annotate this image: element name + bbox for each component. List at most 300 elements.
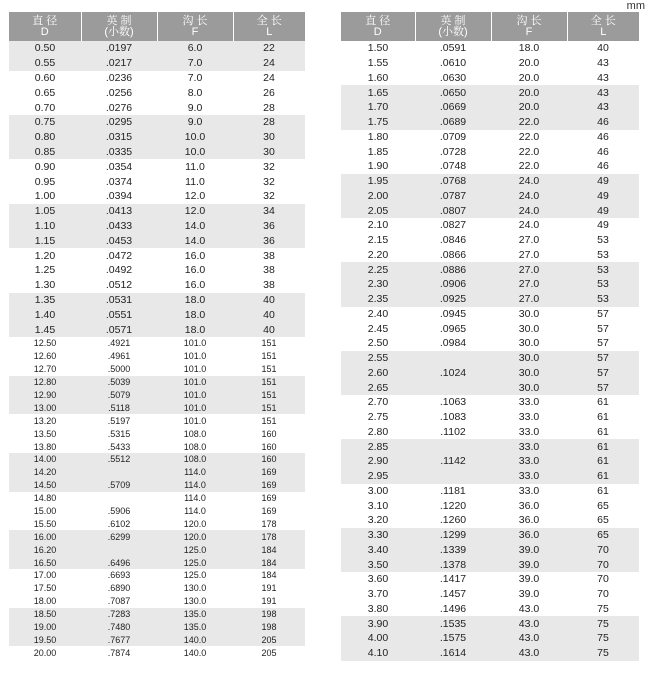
table-row (9, 293, 305, 308)
cell-flute-length: 108.0 (183, 441, 207, 452)
cell-inch-decimal: .1220 (439, 499, 467, 512)
cell-flute-length: 43.0 (518, 602, 540, 615)
cell-diameter: 4.00 (341, 631, 415, 646)
table-row (341, 410, 639, 425)
cell-inch-decimal: .0709 (439, 130, 467, 143)
table-row (341, 71, 639, 86)
cell-flute-length: 101.0 (183, 364, 207, 375)
cell-inch-decimal: .7283 (81, 608, 157, 621)
cell-flute-length: 108.0 (183, 428, 207, 439)
cell-overall-length: 160 (261, 428, 277, 439)
cell-diameter: 0.55 (9, 56, 81, 71)
cell-flute-length: 9.0 (187, 101, 203, 114)
cell-flute-length: 36.0 (491, 528, 567, 543)
table-row (341, 41, 639, 56)
cell-diameter: 13.20 (33, 415, 57, 426)
cell-inch-decimal: .0650 (415, 85, 491, 100)
cell-overall-length: 57 (567, 351, 639, 366)
cell-diameter: 13.50 (33, 428, 57, 439)
cell-diameter: 3.90 (341, 616, 415, 631)
cell-diameter: 2.55 (341, 351, 415, 366)
cell-inch-decimal (415, 380, 491, 395)
cell-flute-length: 10.0 (157, 130, 233, 145)
cell-diameter: 2.00 (341, 189, 415, 204)
cell-inch-decimal: .5433 (107, 441, 131, 452)
cell-flute-length: 27.0 (491, 292, 567, 307)
cell-diameter: 2.85 (341, 439, 415, 454)
cell-flute-length: 39.0 (518, 573, 540, 586)
table-row (341, 336, 639, 351)
cell-flute-length: 20.0 (518, 71, 540, 84)
cell-inch-decimal (81, 492, 157, 505)
cell-inch-decimal: .0886 (415, 262, 491, 277)
cell-inch-decimal: .0413 (81, 204, 157, 219)
table-row (9, 401, 305, 414)
table-row (9, 595, 305, 608)
cell-inch-decimal: .5315 (107, 428, 131, 439)
cell-diameter: 1.10 (9, 219, 81, 234)
cell-inch-decimal: .0610 (439, 57, 467, 70)
cell-inch-decimal: .1063 (439, 396, 467, 409)
cell-diameter: 3.50 (341, 557, 415, 572)
cell-inch-decimal: .1575 (415, 631, 491, 646)
cell-overall-length: 178 (233, 530, 305, 543)
cell-flute-length: 20.0 (491, 85, 567, 100)
table-row (9, 633, 305, 646)
cell-inch-decimal: .1102 (440, 425, 466, 438)
cell-diameter: 2.10 (367, 219, 389, 232)
cell-flute-length: 8.0 (187, 86, 203, 99)
cell-overall-length: 32 (263, 175, 275, 188)
cell-diameter: 2.60 (341, 366, 415, 381)
cell-overall-length: 160 (261, 441, 277, 452)
cell-overall-length: 205 (233, 633, 305, 646)
cell-overall-length: 43 (597, 57, 609, 70)
table-row (9, 389, 305, 402)
cell-flute-length: 24.0 (491, 174, 567, 189)
table-row (9, 159, 305, 174)
table-row (341, 631, 639, 646)
cell-overall-length: 184 (233, 543, 305, 556)
cell-diameter: 1.95 (341, 174, 415, 189)
cell-inch-decimal: .0630 (439, 71, 467, 84)
cell-flute-length: 36.0 (518, 499, 540, 512)
cell-diameter: 1.15 (9, 233, 81, 248)
table-row (341, 233, 639, 248)
cell-inch-decimal: .5709 (81, 479, 157, 492)
table-header-row (341, 12, 639, 41)
cell-overall-length: 70 (567, 543, 639, 558)
cell-diameter: 1.65 (341, 85, 415, 100)
cell-inch-decimal: .6890 (107, 583, 131, 594)
cell-inch-decimal: .0256 (105, 86, 133, 99)
cell-flute-length: 22.0 (518, 130, 540, 143)
cell-flute-length: 43.0 (491, 631, 567, 646)
cell-overall-length: 43 (567, 100, 639, 115)
cell-flute-length: 22.0 (491, 115, 567, 130)
cell-diameter: 0.75 (9, 115, 81, 130)
table-row (9, 492, 305, 505)
cell-overall-length: 40 (597, 42, 609, 55)
table-row (9, 646, 305, 659)
cell-diameter: 1.50 (367, 42, 389, 55)
cell-inch-decimal: .5000 (107, 364, 131, 375)
cell-inch-decimal: .1417 (439, 573, 467, 586)
cell-diameter: 3.70 (367, 588, 389, 601)
cell-flute-length: 9.0 (157, 115, 233, 130)
table-row (341, 439, 639, 454)
cell-diameter: 1.25 (34, 264, 56, 277)
cell-diameter: 1.40 (9, 307, 81, 322)
cell-diameter: 16.20 (9, 543, 81, 556)
cell-flute-length: 125.0 (157, 543, 233, 556)
cell-inch-decimal: .0512 (105, 279, 133, 292)
table-row (9, 608, 305, 621)
table-row (341, 262, 639, 277)
cell-flute-length: 30.0 (518, 337, 540, 350)
cell-flute-length: 114.0 (184, 493, 206, 504)
cell-overall-length: 43 (567, 85, 639, 100)
header-flute-length: 沟 长 F (491, 12, 567, 41)
table-row (9, 85, 305, 100)
table-row (341, 321, 639, 336)
cell-diameter: 2.95 (341, 469, 415, 484)
cell-diameter: 3.80 (367, 602, 389, 615)
cell-diameter: 16.00 (9, 530, 81, 543)
cell-overall-length: 28 (233, 115, 305, 130)
cell-overall-length: 38 (263, 279, 275, 292)
cell-flute-length: 30.0 (491, 366, 567, 381)
cell-flute-length: 12.0 (184, 190, 206, 203)
cell-overall-length: 191 (261, 583, 277, 594)
cell-overall-length: 151 (261, 338, 277, 349)
table-row (9, 189, 305, 204)
cell-overall-length: 38 (263, 249, 275, 262)
table-row (341, 646, 639, 661)
table-row (341, 454, 639, 469)
cell-inch-decimal: .0965 (439, 322, 467, 335)
table-row (341, 395, 639, 410)
header-diameter: 直 径 D (9, 12, 81, 41)
cell-diameter: 2.30 (341, 277, 415, 292)
cell-diameter: 1.90 (367, 160, 389, 173)
table-row (9, 41, 305, 56)
cell-overall-length: 46 (597, 160, 609, 173)
cell-inch-decimal: .0945 (439, 307, 467, 320)
cell-inch-decimal: .0217 (81, 56, 157, 71)
cell-inch-decimal: .5512 (81, 453, 157, 466)
cell-diameter: 1.05 (9, 204, 81, 219)
cell-overall-length: 65 (597, 499, 609, 512)
cell-diameter: 12.90 (9, 389, 81, 402)
table-row (9, 414, 305, 427)
cell-diameter: 2.50 (367, 337, 389, 350)
table-row (341, 351, 639, 366)
cell-overall-length: 36 (233, 233, 305, 248)
cell-diameter: 17.50 (33, 583, 57, 594)
table-row (341, 130, 639, 145)
table-row (9, 174, 305, 189)
header-flute-length: 沟 长 F (157, 12, 233, 41)
cell-flute-length: 24.0 (518, 219, 540, 232)
cell-flute-length: 18.0 (157, 307, 233, 322)
cell-inch-decimal: .1496 (439, 602, 467, 615)
cell-inch-decimal: .0551 (81, 307, 157, 322)
cell-diameter: 2.40 (367, 307, 389, 320)
cell-overall-length: 151 (261, 351, 277, 362)
table-row (9, 363, 305, 376)
cell-flute-length: 130.0 (183, 596, 207, 607)
table-row (9, 145, 305, 160)
cell-flute-length: 16.0 (184, 279, 206, 292)
table-row (341, 248, 639, 263)
cell-overall-length: 151 (261, 364, 277, 375)
cell-overall-length: 65 (567, 528, 639, 543)
cell-overall-length: 40 (233, 293, 305, 308)
cell-overall-length: 57 (597, 307, 609, 320)
table-row (9, 350, 305, 363)
cell-flute-length: 11.0 (185, 160, 205, 173)
cell-inch-decimal: .0748 (439, 160, 467, 173)
cell-diameter: 17.00 (33, 570, 57, 581)
cell-flute-length: 6.0 (157, 41, 233, 56)
cell-inch-decimal: .0906 (415, 277, 491, 292)
cell-overall-length: 169 (233, 466, 305, 479)
cell-flute-length: 20.0 (518, 57, 540, 70)
cell-diameter: 2.90 (341, 454, 415, 469)
unit-label: mm (626, 0, 645, 12)
table-row (9, 440, 305, 453)
cell-inch-decimal (415, 351, 491, 366)
drill-size-table-left (9, 12, 305, 659)
cell-flute-length: 114.0 (157, 466, 233, 479)
cell-overall-length: 151 (233, 401, 305, 414)
cell-inch-decimal: .1083 (439, 411, 467, 424)
table-row (341, 203, 639, 218)
cell-overall-length: 26 (263, 86, 275, 99)
cell-diameter: 2.35 (341, 292, 415, 307)
cell-flute-length: 30.0 (518, 322, 540, 335)
cell-flute-length: 120.0 (157, 530, 233, 543)
cell-flute-length: 33.0 (518, 411, 540, 424)
cell-diameter: 18.00 (33, 596, 57, 607)
cell-diameter: 19.00 (9, 621, 81, 634)
cell-overall-length: 49 (597, 219, 609, 232)
cell-flute-length: 7.0 (157, 56, 233, 71)
cell-inch-decimal: .0453 (81, 233, 157, 248)
table-row (9, 543, 305, 556)
cell-diameter: 2.70 (367, 396, 389, 409)
table-row (9, 466, 305, 479)
cell-flute-length: 30.0 (518, 307, 540, 320)
cell-overall-length: 38 (263, 264, 275, 277)
cell-overall-length: 151 (261, 415, 277, 426)
cell-flute-length: 27.0 (518, 234, 540, 247)
cell-flute-length: 11.0 (185, 175, 205, 188)
cell-inch-decimal: .0472 (105, 249, 133, 262)
cell-flute-length: 33.0 (491, 454, 567, 469)
cell-flute-length: 18.0 (157, 322, 233, 337)
cell-diameter: 3.40 (341, 543, 415, 558)
cell-flute-length: 16.0 (184, 264, 206, 277)
cell-inch-decimal: .1024 (415, 366, 491, 381)
cell-diameter: 2.05 (341, 203, 415, 218)
table-row (341, 144, 639, 159)
cell-diameter: 1.75 (341, 115, 415, 130)
cell-overall-length: 30 (233, 130, 305, 145)
cell-inch-decimal: .0728 (439, 145, 467, 158)
cell-inch-decimal: .0669 (415, 100, 491, 115)
cell-overall-length: 169 (261, 505, 277, 516)
cell-inch-decimal: .0236 (105, 71, 133, 84)
cell-overall-length: 70 (597, 588, 609, 601)
header-overall-length: 全 长 L (567, 12, 639, 41)
cell-overall-length: 151 (233, 389, 305, 402)
cell-overall-length: 61 (597, 425, 609, 438)
cell-inch-decimal: .0984 (439, 337, 467, 350)
cell-overall-length: 46 (597, 145, 609, 158)
cell-overall-length: 75 (567, 646, 639, 661)
cell-diameter: 18.50 (9, 608, 81, 621)
cell-overall-length: 53 (567, 277, 639, 292)
cell-inch-decimal: .0807 (415, 203, 491, 218)
cell-diameter: 13.80 (33, 441, 57, 452)
cell-diameter: 19.50 (9, 633, 81, 646)
cell-flute-length: 30.0 (491, 351, 567, 366)
table-row (341, 498, 639, 513)
cell-flute-length: 140.0 (157, 633, 233, 646)
cell-flute-length: 10.0 (157, 145, 233, 160)
table-row (9, 130, 305, 145)
cell-inch-decimal: .1142 (415, 454, 491, 469)
cell-diameter: 12.80 (9, 376, 81, 389)
cell-flute-length: 16.0 (184, 249, 206, 262)
cell-inch-decimal: .4961 (107, 351, 131, 362)
table-row (341, 292, 639, 307)
cell-diameter: 4.10 (341, 646, 415, 661)
table-row (341, 218, 639, 233)
table-row (9, 71, 305, 86)
cell-diameter: 1.00 (34, 190, 56, 203)
table-row (341, 616, 639, 631)
table-row (341, 528, 639, 543)
table-row (9, 427, 305, 440)
cell-overall-length: 40 (233, 307, 305, 322)
cell-overall-length: 184 (233, 556, 305, 569)
table-row (9, 248, 305, 263)
cell-flute-length: 101.0 (157, 389, 233, 402)
cell-overall-length: 61 (597, 396, 609, 409)
cell-diameter: 0.90 (34, 160, 56, 173)
table-row (341, 277, 639, 292)
cell-flute-length: 30.0 (491, 380, 567, 395)
cell-overall-length: 53 (567, 292, 639, 307)
cell-overall-length: 49 (567, 203, 639, 218)
cell-overall-length: 70 (597, 573, 609, 586)
cell-overall-length: 169 (261, 493, 277, 504)
cell-inch-decimal: .0531 (81, 293, 157, 308)
cell-overall-length: 32 (263, 160, 275, 173)
table-row (9, 337, 305, 350)
cell-flute-length: 24.0 (491, 189, 567, 204)
cell-inch-decimal: .0394 (105, 190, 133, 203)
table-row (9, 204, 305, 219)
table-row (341, 572, 639, 587)
cell-diameter: 14.00 (9, 453, 81, 466)
cell-diameter: 0.70 (34, 101, 56, 114)
cell-flute-length: 125.0 (183, 570, 207, 581)
cell-diameter: 14.80 (33, 493, 57, 504)
header-diameter: 直 径 D (341, 12, 415, 41)
table-row (341, 56, 639, 71)
cell-diameter: 1.20 (34, 249, 56, 262)
cell-flute-length: 24.0 (491, 203, 567, 218)
cell-inch-decimal: .0866 (439, 248, 467, 261)
cell-diameter: 20.00 (33, 647, 57, 658)
cell-overall-length: 75 (597, 602, 609, 615)
table-row (341, 425, 639, 440)
table-row (9, 100, 305, 115)
cell-inch-decimal: .0335 (81, 145, 157, 160)
cell-overall-length: 24 (233, 56, 305, 71)
cell-diameter: 12.60 (33, 351, 57, 362)
cell-flute-length: 120.0 (183, 518, 207, 529)
table-row (341, 189, 639, 204)
table-row (9, 376, 305, 389)
cell-inch-decimal: .1378 (415, 557, 491, 572)
cell-inch-decimal: .0433 (81, 219, 157, 234)
table-row (341, 602, 639, 617)
cell-flute-length: 39.0 (491, 543, 567, 558)
cell-flute-length: 101.0 (157, 376, 233, 389)
cell-inch-decimal: .7677 (81, 633, 157, 646)
cell-flute-length: 114.0 (184, 505, 206, 516)
cell-diameter: 12.70 (33, 364, 57, 375)
table-row (9, 569, 305, 582)
cell-flute-length: 36.0 (518, 514, 540, 527)
cell-flute-length: 101.0 (183, 338, 207, 349)
cell-overall-length: 198 (233, 608, 305, 621)
cell-flute-length: 101.0 (157, 401, 233, 414)
cell-overall-length: 70 (567, 557, 639, 572)
cell-flute-length: 7.0 (187, 71, 203, 84)
cell-overall-length: 43 (597, 71, 609, 84)
cell-inch-decimal: .0492 (105, 264, 133, 277)
table-row (9, 517, 305, 530)
cell-inch-decimal (415, 439, 491, 454)
cell-inch-decimal: .0295 (81, 115, 157, 130)
cell-flute-length: 12.0 (157, 204, 233, 219)
cell-overall-length: 24 (263, 71, 275, 84)
cell-flute-length: 43.0 (491, 646, 567, 661)
cell-flute-length: 43.0 (491, 616, 567, 631)
cell-flute-length: 27.0 (491, 277, 567, 292)
cell-diameter: 15.00 (33, 505, 57, 516)
cell-inch-decimal: .0571 (81, 322, 157, 337)
table-row (341, 380, 639, 395)
cell-inch-decimal (415, 469, 491, 484)
cell-diameter: 2.45 (367, 322, 389, 335)
cell-inch-decimal: .6299 (81, 530, 157, 543)
cell-overall-length: 151 (233, 376, 305, 389)
cell-inch-decimal: .6496 (81, 556, 157, 569)
cell-overall-length: 61 (567, 439, 639, 454)
cell-overall-length: 57 (597, 337, 609, 350)
table-row (9, 219, 305, 234)
cell-inch-decimal: .0197 (81, 41, 157, 56)
cell-diameter: 1.45 (9, 322, 81, 337)
cell-overall-length: 75 (567, 631, 639, 646)
